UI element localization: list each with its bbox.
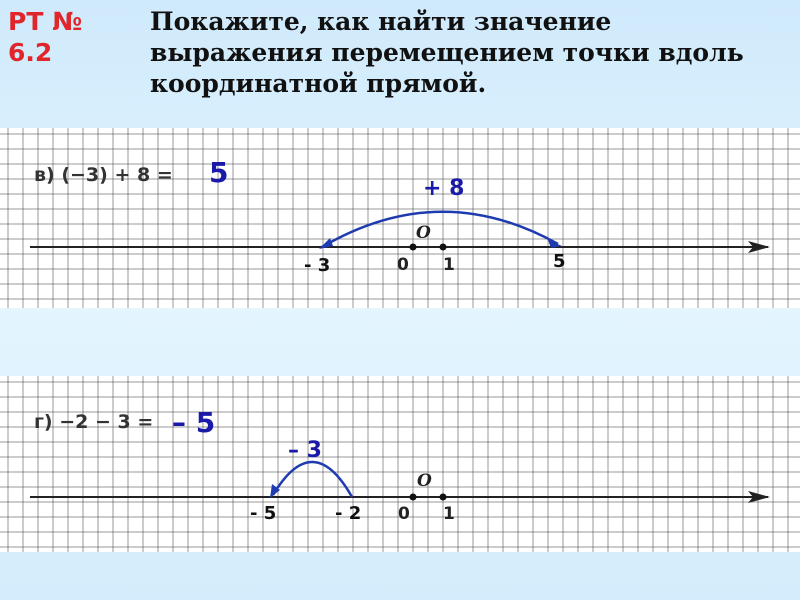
tick-label-one: 1 [443, 504, 455, 524]
expression-label: г) −2 − 3 = [34, 411, 154, 433]
origin-label: O [417, 471, 432, 491]
answer-value: – 5 [172, 406, 216, 439]
point-one [440, 494, 447, 501]
point-one [440, 244, 447, 251]
origin-label: O [416, 223, 431, 243]
task-number: РТ № 6.2 [8, 7, 83, 67]
grid-paper [0, 376, 800, 552]
task-instruction: Покажите, как найти значение выражения перемещением точки вдоль координатной прямой. [150, 7, 744, 98]
step-label: – 3 [288, 438, 322, 463]
expression-label: в) (−3) + 8 = [34, 164, 173, 186]
point-zero [410, 494, 417, 501]
end-point-label: - 5 [250, 503, 277, 524]
step-label: + 8 [423, 176, 465, 201]
answer-value: 5 [209, 156, 229, 189]
start-point-label: - 3 [304, 255, 331, 276]
tick-label-zero: 0 [397, 255, 409, 275]
start-point-label: - 2 [335, 503, 362, 524]
number-line-panel-g [0, 376, 800, 552]
grid-paper [0, 128, 800, 308]
point-zero [410, 244, 417, 251]
tick-label-zero: 0 [398, 504, 410, 524]
tick-label-one: 1 [443, 255, 455, 275]
number-line-panel-v [0, 128, 800, 308]
end-point-label: 5 [553, 251, 566, 272]
